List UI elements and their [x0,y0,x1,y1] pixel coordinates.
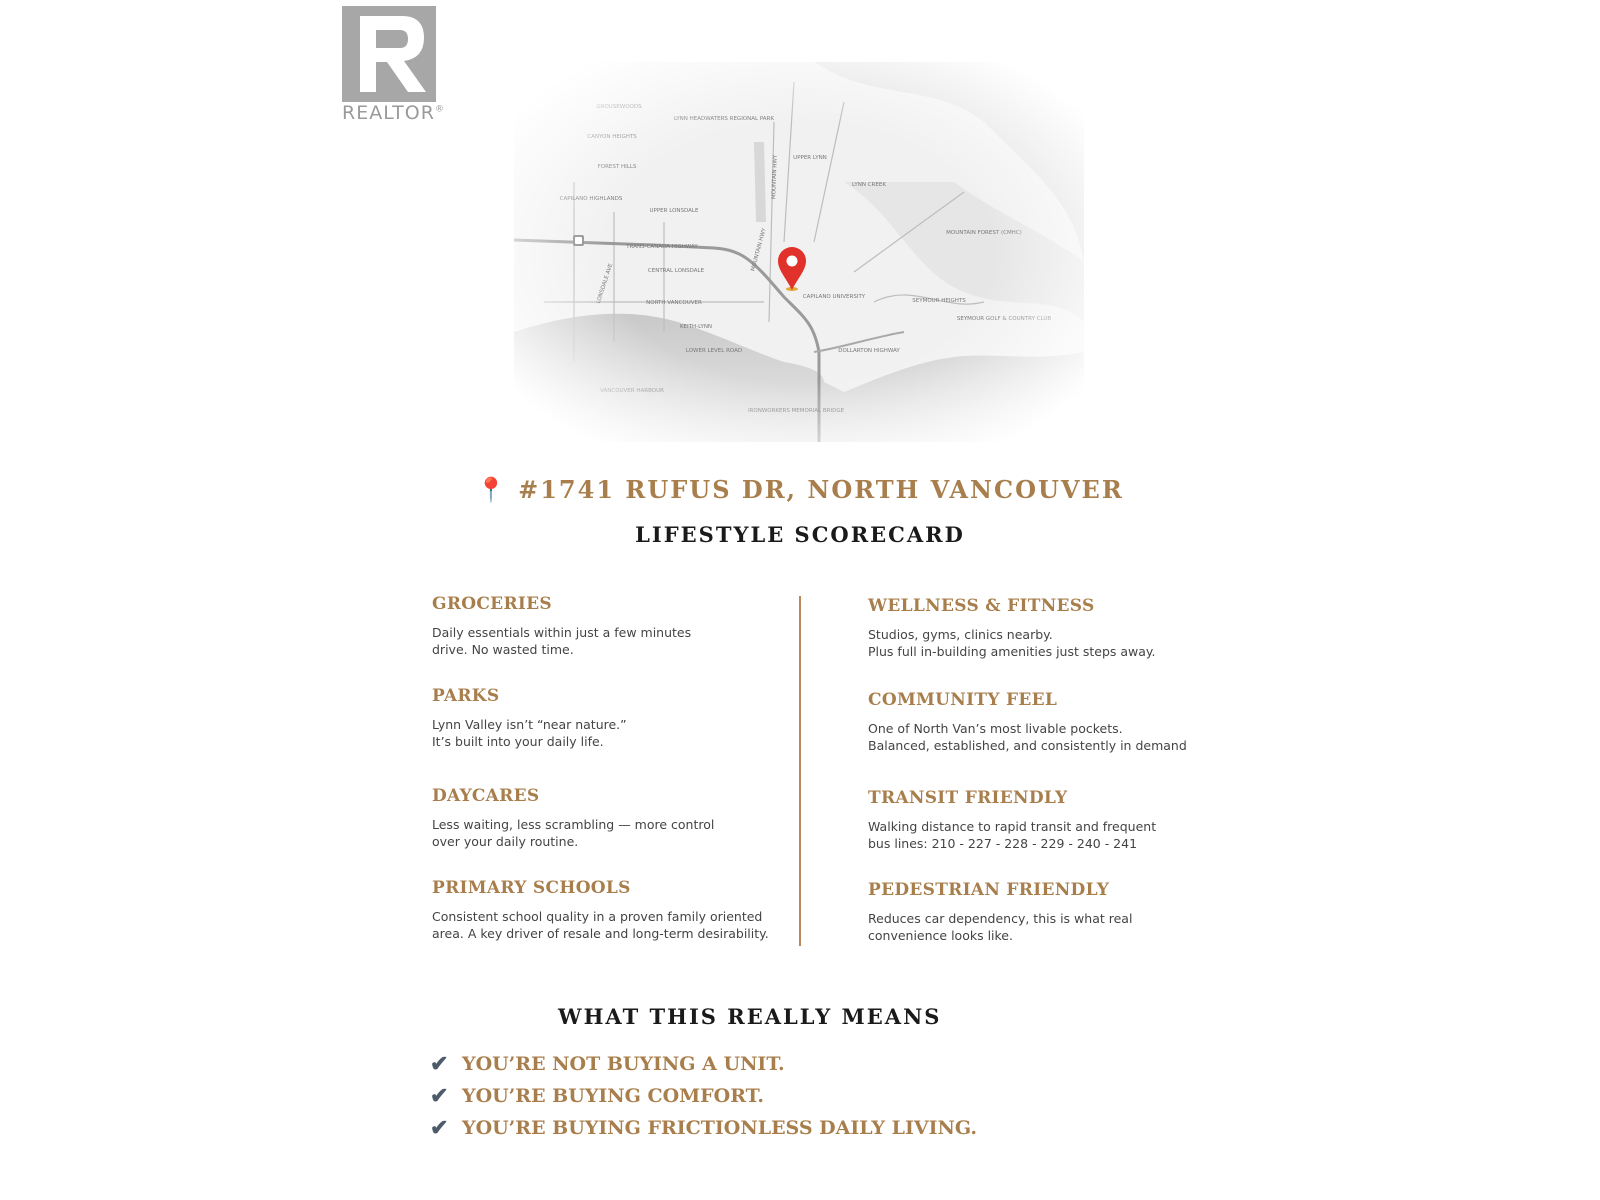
scorecard-item-text: Walking distance to rapid transit and frequent bus lines: 210 - 227 - 228 - 229 - 240 - 241 [868,819,1157,851]
scorecard-item-text: Daily essentials within just a few minutes drive. No wasted time. [432,625,692,657]
scorecard-item-text: Reduces car dependency, this is what real convenience looks like. [868,911,1133,943]
scorecard-item-groceries [432,594,691,658]
scorecard-item-title: DAYCARES [432,786,540,806]
means-item [430,1050,785,1078]
scorecard-item-daycares [432,786,714,850]
means-item-text: YOU’RE BUYING FRICTIONLESS DAILY LIVING. [462,1117,978,1139]
means-item [430,1114,977,1142]
column-divider [799,596,801,946]
check-icon: ✔ [430,1115,449,1140]
pin-icon: 📍 [476,475,509,504]
scorecard-item-pedestrian-friendly [868,880,1132,944]
scorecard-item-transit-friendly [868,788,1156,852]
means-title: WHAT THIS REALLY MEANS [558,1004,942,1029]
property-address [0,475,1600,504]
scorecard-item-parks [432,686,627,750]
means-item [430,1082,764,1110]
scorecard-item-title: WELLNESS & FITNESS [868,596,1095,616]
scorecard-item-title: PARKS [432,686,500,706]
scorecard-item-text: Consistent school quality in a proven family oriented area. A key driver of resale and long-term desirability. [432,909,769,941]
means-item-text: YOU’RE NOT BUYING A UNIT. [462,1053,785,1075]
realtor-wordmark: REALTOR® [342,102,445,124]
scorecard-item-title: GROCERIES [432,594,552,614]
scorecard-item-title: PRIMARY SCHOOLS [432,878,631,898]
neighbourhood-map [514,62,1084,442]
scorecard-item-text: Studios, gyms, clinics nearby. Plus full in-building amenities just steps away. [868,627,1156,659]
address-text: #1741 RUFUS DR, NORTH VANCOUVER [518,475,1124,504]
scorecard-title: LIFESTYLE SCORECARD [635,522,965,547]
scorecard-item-title: COMMUNITY FEEL [868,690,1058,710]
scorecard-item-text: Less waiting, less scrambling — more control over your daily routine. [432,817,715,849]
scorecard-item-wellness-fitness [868,596,1156,660]
scorecard-item-community-feel [868,690,1187,754]
check-icon: ✔ [430,1083,449,1108]
scorecard-item-text: Lynn Valley isn’t “near nature.” It’s built into your daily life. [432,717,627,749]
means-item-text: YOU’RE BUYING COMFORT. [462,1085,764,1107]
scorecard-item-primary-schools [432,878,769,942]
check-icon: ✔ [430,1051,449,1076]
scorecard-item-title: TRANSIT FRIENDLY [868,788,1068,808]
realtor-logo-mark [342,6,436,102]
scorecard-item-title: PEDESTRIAN FRIENDLY [868,880,1110,900]
realtor-logo [342,6,446,124]
scorecard-item-text: One of North Van’s most livable pockets. Balanced, established, and consistently in demand [868,721,1187,753]
